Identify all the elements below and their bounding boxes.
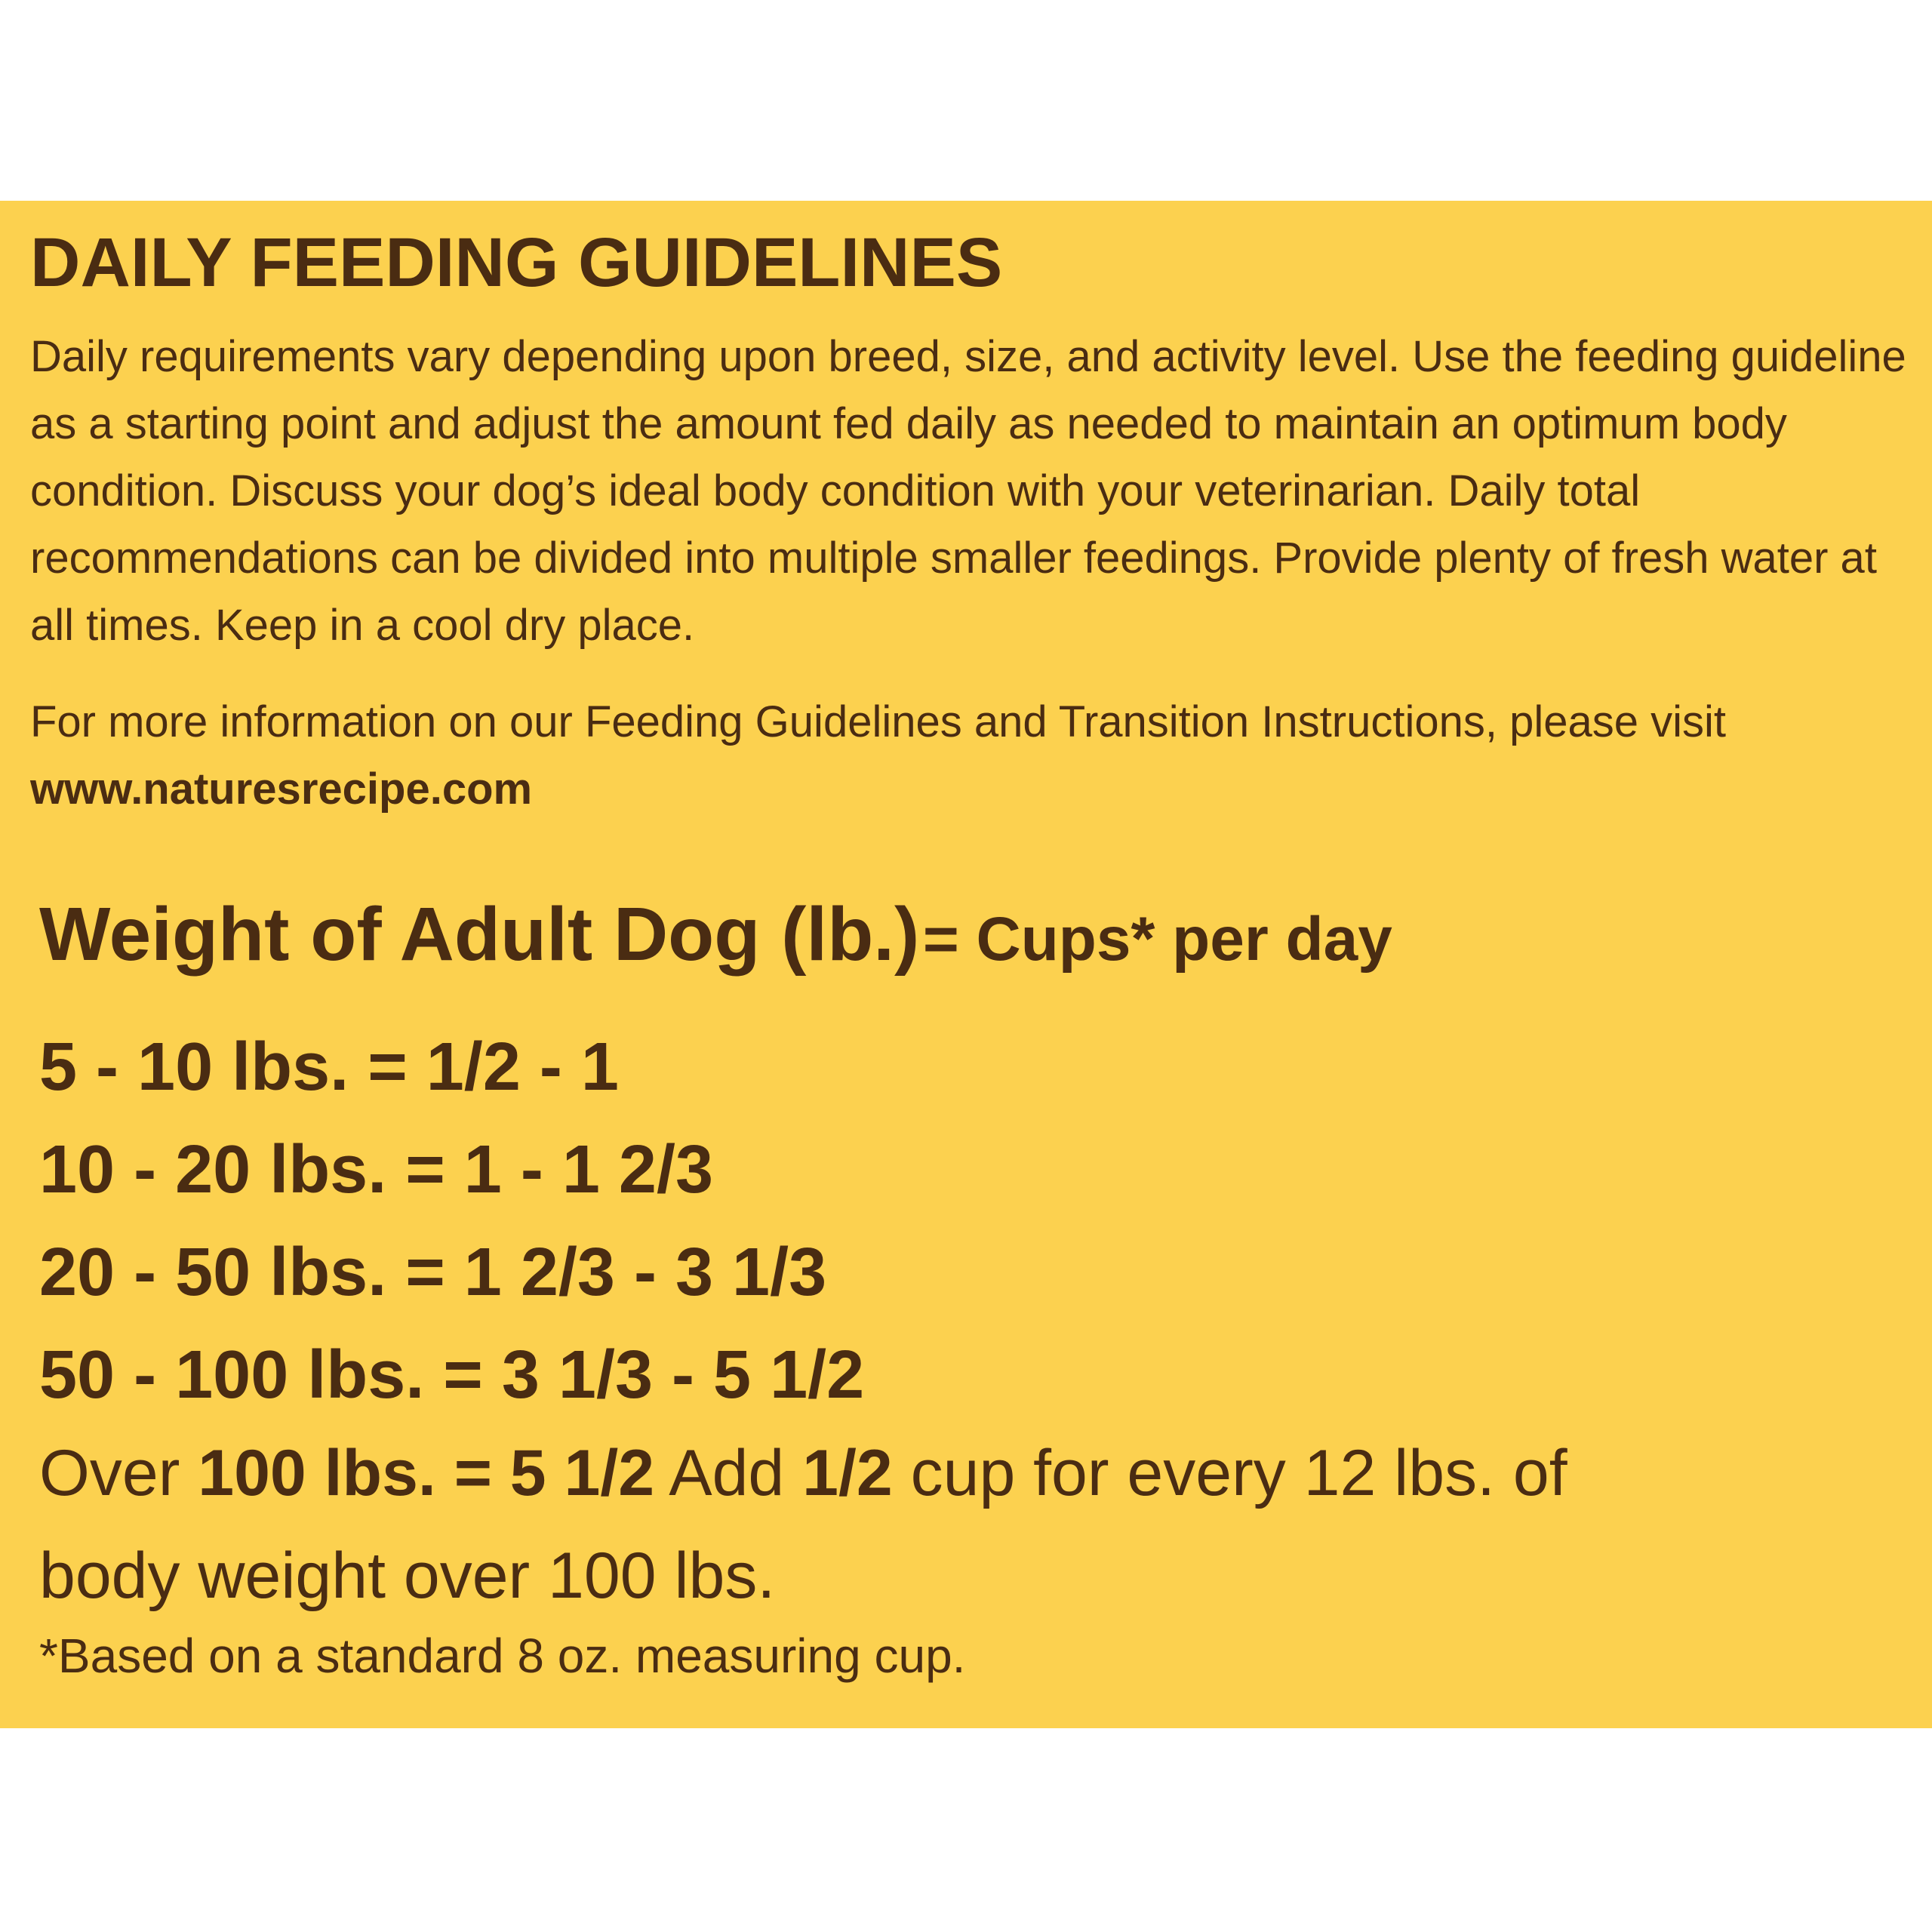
feeding-guidelines-panel [0, 201, 1932, 1728]
table-row: 5 - 10 lbs. = 1/2 - 1 [39, 1029, 619, 1105]
table-row: 50 - 100 lbs. = 3 1/3 - 5 1/2 [39, 1337, 865, 1413]
header-weight-label: Weight of Adult Dog (lb.) [39, 892, 920, 977]
website-url: www.naturesrecipe.com [30, 764, 533, 814]
page-title: DAILY FEEDING GUIDELINES [30, 224, 1003, 301]
more-info-paragraph [30, 688, 1909, 823]
feeding-table-rows [39, 1016, 864, 1426]
footnote: *Based on a standard 8 oz. measuring cup. [39, 1629, 966, 1683]
table-row: 10 - 20 lbs. = 1 - 1 2/3 [39, 1132, 714, 1208]
over-suffix: cup for every 12 lbs. of body weight over 100 lbs. [39, 1437, 1567, 1612]
over-middle: Add [654, 1437, 803, 1509]
header-cups-label: = Cups* per day [922, 905, 1392, 974]
feeding-table-header [39, 892, 1392, 977]
table-row: 20 - 50 lbs. = 1 2/3 - 3 1/3 [39, 1235, 827, 1310]
over-amount: 100 lbs. = 5 1/2 [198, 1437, 655, 1509]
requirements-paragraph: Daily requirements vary depending upon breed, size, and activity level. Use the feeding guideline as a starting point and adjust the amount fed daily as needed to maintain an optimum body condition. Discuss your dog’s ideal body condition with your veterinarian. Daily total recommendations can be divided into multiple smaller feedings. Provide plenty of fresh water at all times. Keep in a cool dry place. [30, 332, 1906, 650]
over-100-note [39, 1422, 1624, 1627]
over-prefix: Over [39, 1437, 198, 1509]
more-info-text: For more information on our Feeding Guidelines and Transition Instructions, please visit [30, 697, 1727, 746]
over-add-amount: 1/2 [802, 1437, 893, 1509]
